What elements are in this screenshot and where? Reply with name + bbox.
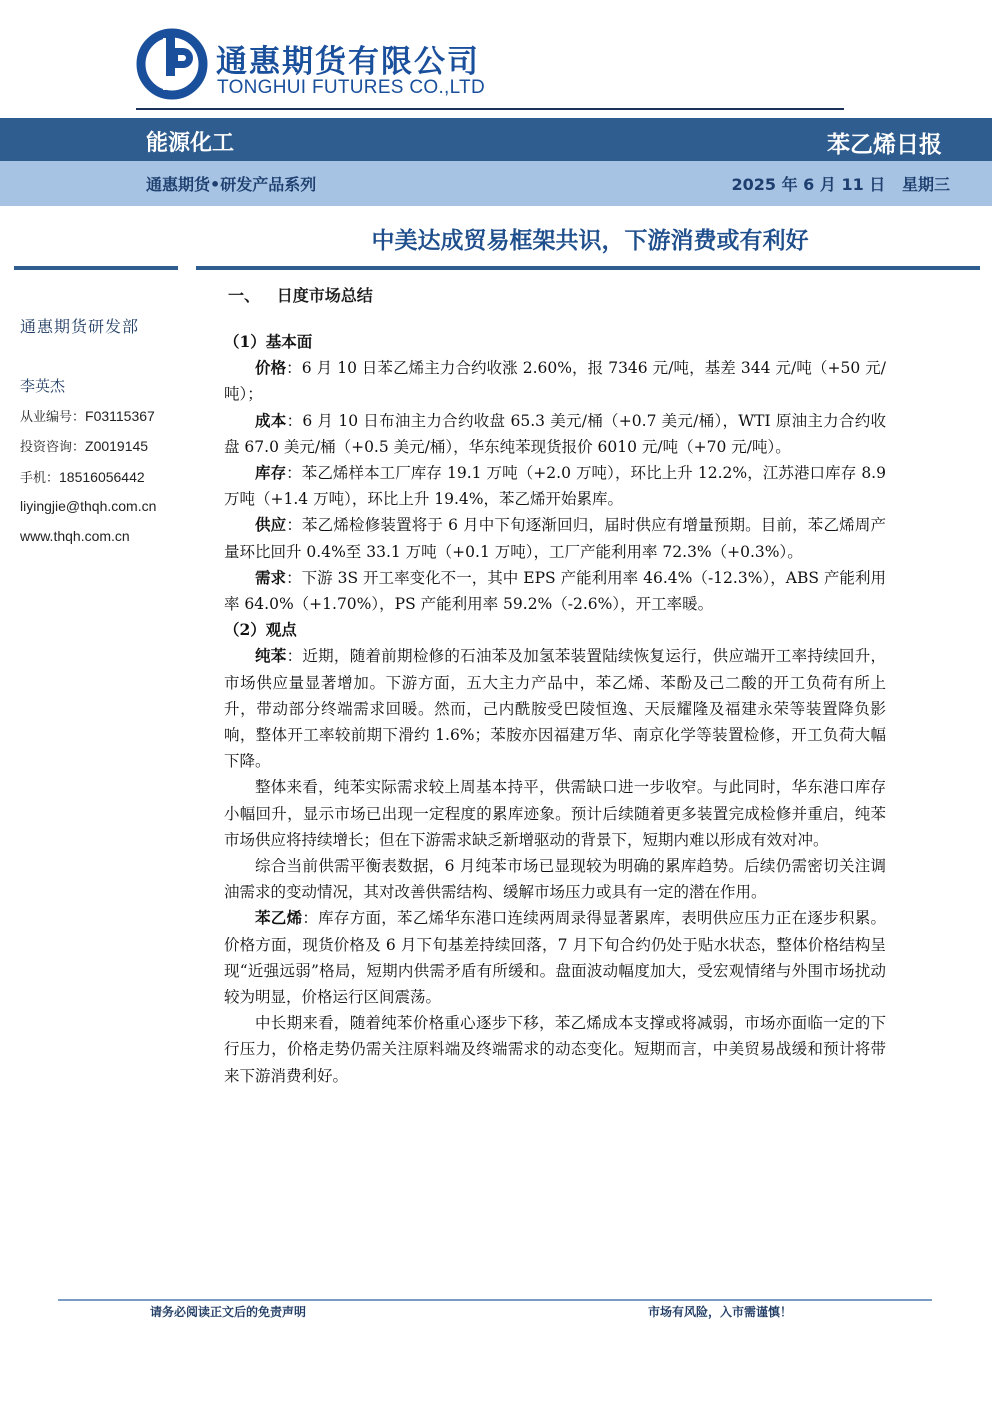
styrene-paragraph [224, 905, 886, 1010]
demand-text: ：下游 3S 开工率变化不一，其中 EPS 产能利用率 46.4%（-12.3%），ABS 产能利用率 64.0%（+1.70%），PS 产能利用率 59.2%（-2.6%），开工率暖。 [224, 568, 886, 614]
phone [20, 467, 145, 486]
report-type: 苯乙烯日报 [827, 132, 942, 158]
inventory-paragraph [224, 460, 886, 512]
investment-consulting-number [20, 436, 148, 455]
basics-heading: （1）基本面 [224, 332, 313, 351]
benzene-text: ：近期，随着前期检修的石油苯及加氢苯装置陆续恢复运行，供应端开工率持续回升，市场供应量显著增加。下游方面，五大主力产品中，苯乙烯、苯酚及己二酸的开工负荷有所上升，带动部分终端需求回暖。然而，己内酰胺受巴陵恒逸、天辰耀隆及福建永荣等装置降负影响，整体开工率较前期下滑约 1.6%；苯胺亦因福建万华、南京化学等装置检修，开工负荷大幅下降。 [224, 647, 886, 771]
report-body [224, 329, 886, 1089]
inventory-label: 库存 [255, 463, 287, 483]
website-link[interactable]: www.thqh.com.cn [20, 528, 130, 544]
analyst-name: 李英杰 [20, 377, 66, 395]
series-label: 通惠期货•研发产品系列 [146, 175, 317, 194]
styrene-paragraph-2: 中长期来看，随着纯苯价格重心逐步下移，苯乙烯成本支撑或将减弱，市场亦面临一定的下行压力，价格走势仍需关注原料端及终端需求的动态变化。短期而言，中美贸易战缓和预计将带来下游消费利好。 [224, 1014, 886, 1085]
header-divider [136, 108, 844, 110]
content-divider [196, 266, 980, 270]
price-text: ：6 月 10 日苯乙烯主力合约收涨 2.60%，报 7346 元/吨，基差 344 元/吨（+50 元/吨）； [224, 359, 886, 404]
cost-text: ：6 月 10 日布油主力合约收盘 65.3 美元/桶（+0.7 美元/桶），WTI 原油主力合约收盘 67.0 美元/桶（+0.5 美元/桶），华东纯苯现货报价 6010 元/吨（+70 元/吨）。 [224, 411, 886, 456]
sector-label: 能源化工 [146, 131, 235, 156]
disclaimer-note: 请务必阅读正文后的免责声明 [150, 1305, 307, 1319]
supply-label: 供应 [255, 515, 287, 535]
cost-label: 成本 [255, 410, 287, 430]
views-heading: （2）观点 [224, 620, 297, 640]
phone-label: 手机： [20, 471, 60, 486]
company-name-cn: 通惠期货有限公司 [216, 44, 480, 80]
email-link[interactable]: liyingjie@thqh.com.cn [20, 498, 157, 514]
company-name-en: TONGHUI FUTURES CO.,LTD [217, 77, 485, 98]
demand-label: 需求 [255, 567, 287, 587]
styrene-text: ：库存方面，苯乙烯华东港口连续两周录得显著累库，表明供应压力正在逐步积累。价格方面，现货价格及 6 月下旬基差持续回落，7 月下旬合约仍处于贴水状态，整体价格结构呈现“近强远弱”格局，短期内供需矛盾有所缓和。盘面波动幅度加大，受宏观情绪与外围市场扰动较为明显，价格运行区间震荡。 [224, 909, 886, 1007]
footer-divider [58, 1299, 932, 1301]
benzene-label: 纯苯 [255, 646, 287, 666]
benzene-paragraph-2: 整体来看，纯苯实际需求较上周基本持平，供需缺口进一步收窄。与此同时，华东港口库存小幅回升，显示市场已出现一定程度的累库迹象。预计后续随着更多装置完成检修并重启，纯苯市场供应将持续增长；但在下游需求缺乏新增驱动的背景下，短期内难以形成有效对冲。 [224, 778, 886, 849]
sidebar-divider [14, 266, 178, 270]
risk-warning: 市场有风险，入市需谨慎！ [648, 1305, 793, 1319]
inventory-text: ：苯乙烯样本工厂库存 19.1 万吨（+2.0 万吨），环比上升 12.2%，江苏港口库存 8.9 万吨（+1.4 万吨），环比上升 19.4%，苯乙烯开始累库。 [224, 464, 886, 509]
qualification-number [20, 406, 155, 425]
section-title: 一、 日度市场总结 [228, 286, 373, 305]
supply-text: ：苯乙烯检修装置将于 6 月中下旬逐渐回归，届时供应有增量预期。目前，苯乙烯周产量环比回升 0.4%至 33.1 万吨（+0.1 万吨），工厂产能利用率 72.3%（+0.3%）。 [224, 516, 886, 561]
qualification-label: 从业编号： [20, 410, 86, 425]
styrene-label: 苯乙烯 [255, 908, 303, 928]
demand-paragraph [224, 565, 886, 617]
price-label: 价格 [255, 358, 287, 378]
page-title: 中美达成贸易框架共识，下游消费或有利好 [371, 228, 809, 254]
cost-paragraph [224, 408, 886, 460]
tonghui-logo-icon [136, 28, 208, 100]
supply-paragraph [224, 512, 886, 564]
price-paragraph [224, 355, 886, 407]
research-dept: 通惠期货研发部 [20, 317, 140, 336]
investment-label: 投资咨询： [20, 440, 86, 455]
benzene-paragraph [224, 643, 886, 774]
qualification-value: F03115367 [85, 408, 155, 424]
phone-value: 18516056442 [59, 469, 145, 485]
investment-value: Z0019145 [85, 438, 149, 454]
benzene-paragraph-3: 综合当前供需平衡表数据，6 月纯苯市场已显现较为明确的累库趋势。后续仍需密切关注调油需求的变动情况，其对改善供需结构、缓解市场压力或具有一定的潜在作用。 [224, 857, 886, 902]
report-date: 2025 年 6 月 11 日 星期三 [731, 175, 950, 194]
